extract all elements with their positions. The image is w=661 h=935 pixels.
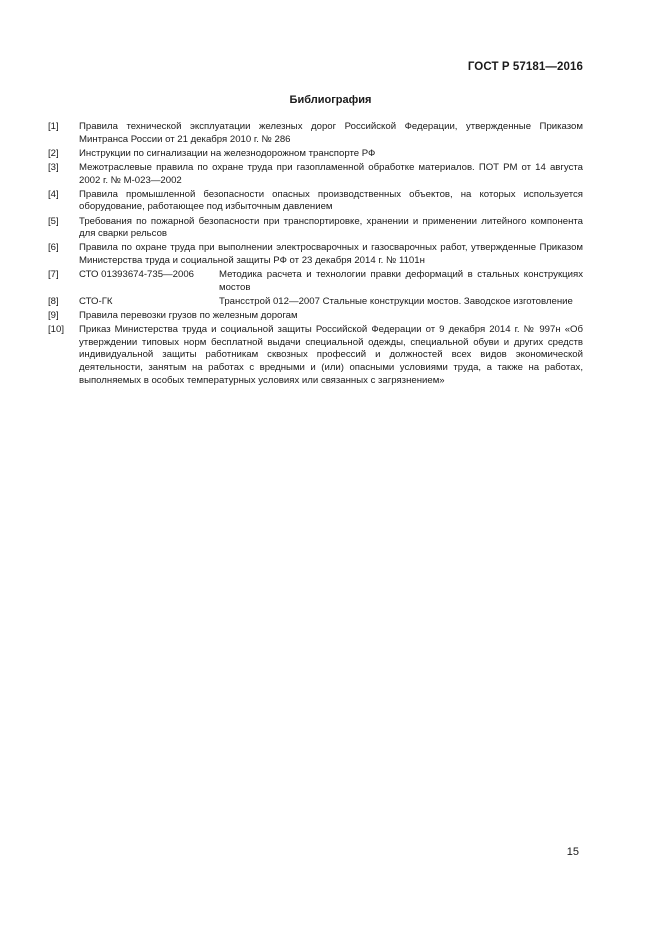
entry-text: Правила технической эксплуатации железных дорог Российской Федерации, утвержденные Приказом Минтранса России от 21 декабря 2010 г. № 286	[79, 121, 583, 145]
entry-text: Трансстрой 012—2007 Стальные конструкции мостов. Заводское изготовление	[219, 295, 573, 307]
section-title: Библиография	[289, 94, 372, 106]
entry-number: [5]	[48, 215, 59, 227]
entry-number: [4]	[48, 188, 59, 200]
entry-number: [6]	[48, 242, 59, 254]
entry-text: Правила промышленной безопасности опасных производственных объектов, на которых используется оборудование, работающее под избыточным давлением	[79, 188, 583, 213]
standard-code: СТО-ГК	[79, 295, 113, 307]
entry-text: Инструкции по сигнализации на железнодорожном транспорте РФ	[79, 147, 376, 159]
entry-body	[79, 269, 583, 294]
entry-text: Требования по пожарной безопасности при транспортировке, хранении и применении литейного компонента для сварки рельсов	[79, 215, 583, 240]
entry-body	[79, 296, 583, 309]
standard-code: СТО 01393674-735—2006	[79, 269, 194, 281]
entry-text: Межотраслевые правила по охране труда при газопламенной обработке материалов. ПОТ РМ от 14 августа 2002 г. № М-023—2002	[79, 161, 583, 186]
bibliography-entry-2	[48, 148, 583, 161]
bibliography-entry-8	[48, 296, 583, 309]
page-number: 15	[566, 846, 579, 858]
document-code: ГОСТ Р 57181—2016	[467, 61, 583, 73]
entry-number: [9]	[48, 310, 59, 322]
entry-text: Приказ Министерства труда и социальной защиты Российской Федерации от 9 декабря 2014 г. № 997н «Об утверждении типовых норм бесплатной выдачи специальной одежды, специальной обуви и других средств индивидуальной защиты работникам сквозных профессий и должностей всех видов экономической деятельности, занятым на работах с вредными и (или) опасными условиями труда, а также на работах, выполняемых в особых температурных условиях или связанных с загрязнением»	[79, 324, 583, 386]
entry-number: [1]	[48, 121, 59, 132]
entry-text: Правила по охране труда при выполнении электросварочных и газосварочных работ, утвержденные Приказом Министерства труда и социальной защиты РФ от 23 декабря 2014 г. № 1101н	[79, 242, 583, 266]
entry-number: [10]	[48, 324, 65, 336]
bibliography-entry-6	[48, 242, 583, 267]
entry-number: [3]	[48, 161, 59, 173]
entry-number: [2]	[48, 147, 59, 159]
bibliography-list	[48, 121, 583, 389]
entry-text: Методика расчета и технологии правки деформаций в стальных конструкциях мостов	[219, 269, 583, 293]
entry-number: [7]	[48, 269, 59, 281]
bibliography-entry-3	[48, 162, 583, 187]
bibliography-entry-9	[48, 310, 583, 323]
entry-number: [8]	[48, 295, 59, 307]
bibliography-entry-5	[48, 216, 583, 241]
bibliography-entry-10	[48, 324, 583, 387]
bibliography-entry-1	[48, 121, 583, 146]
entry-text: Правила перевозки грузов по железным дорогам	[79, 310, 298, 322]
bibliography-entry-4	[48, 189, 583, 214]
bibliography-entry-7	[48, 269, 583, 294]
